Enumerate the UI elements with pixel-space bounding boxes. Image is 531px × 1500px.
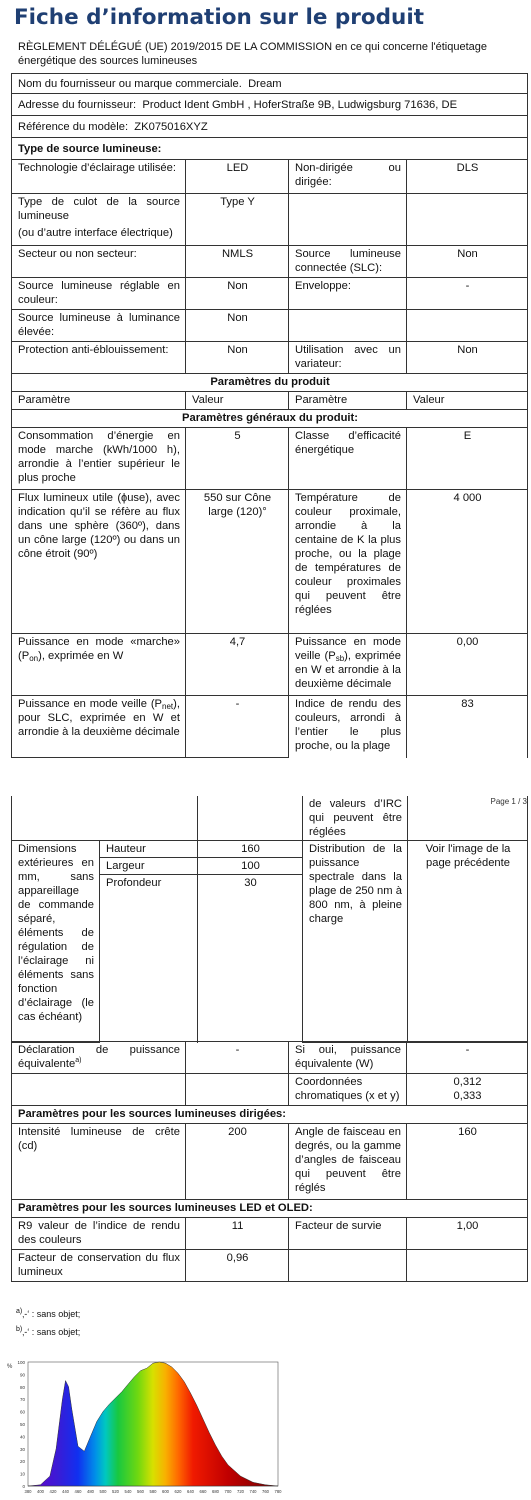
supplier-address-value: Product Ident GmbH , HoferStraße 9B, Ludwigsburg 71636, DE (142, 99, 458, 111)
colour-tunable-value: Non (186, 278, 289, 310)
y-axis-label: % (7, 1364, 13, 1370)
cap-type-label: Type de culot de la source lumineuse (18, 196, 180, 222)
standby-power-value: 0,00 (407, 634, 528, 696)
source-type-row (12, 310, 528, 342)
x-tick-label: 680 (212, 1489, 219, 1494)
x-tick-label: 480 (87, 1489, 94, 1494)
empty-cell (408, 796, 528, 841)
supplier-name-row (12, 74, 528, 94)
col-param-header: Paramètre (289, 392, 407, 410)
x-tick-label: 780 (274, 1489, 282, 1494)
x-tick-label: 380 (24, 1489, 32, 1494)
source-type-row (12, 194, 528, 246)
envelope-value: - (407, 278, 528, 310)
general-params-heading: Paramètres généraux du produit: (12, 410, 528, 428)
x-tick-label: 560 (137, 1489, 144, 1494)
survival-factor-value: 1,00 (407, 1218, 528, 1250)
y-axis-ticks (17, 1360, 25, 1489)
chromaticity-label: Coordonnées chromatiques (x et y) (289, 1074, 407, 1106)
empty-cell (198, 796, 303, 841)
source-type-row (12, 278, 528, 310)
spectral-distribution-value: Voir l'image de la page précédente (408, 841, 528, 1043)
continued-row (12, 796, 528, 841)
spectral-power-chart (6, 1360, 282, 1496)
model-reference-label: Référence du modèle: (18, 121, 129, 133)
product-info-table-page2-lower (11, 1041, 528, 1282)
mains-label: Secteur ou non secteur: (12, 246, 186, 278)
equivalent-watts-label: Si oui, puissance équivalente (W) (289, 1042, 407, 1074)
depth-value: 30 (198, 875, 303, 1043)
height-value: 160 (198, 841, 303, 858)
x-tick-label: 740 (249, 1489, 257, 1494)
empty-cell (407, 194, 528, 246)
spectral-distribution-label: Distribution de la puissance spectrale dans la plage de 250 nm à 800 nm, à pleine charge (303, 841, 408, 1043)
y-tick-label: 70 (19, 1397, 25, 1403)
energy-class-value: E (407, 428, 528, 490)
chromaticity-y: 0,333 (453, 1090, 482, 1102)
param-row (12, 490, 528, 634)
luminous-flux-label: Flux lumineux utile (ɸuse), avec indication qu’il se réfère au flux dans une sphère (360º), dans un cône large (120º) ou dans un cône étroit (90º) (12, 490, 186, 634)
high-luminance-value: Non (186, 310, 289, 342)
peak-intensity-value: 200 (186, 1124, 289, 1200)
networked-standby-value: - (186, 696, 289, 758)
equivalent-power-value: - (186, 1042, 289, 1074)
cap-type-value: Type Y (186, 194, 289, 246)
chromaticity-row (12, 1074, 528, 1106)
param-row (12, 428, 528, 490)
dimensions-height-row (12, 841, 528, 858)
col-value-header: Valeur (186, 392, 289, 410)
depth-label: Profondeur (100, 875, 198, 1043)
equivalent-power-label: Déclaration de puissance équivalente$^{a)}$ (12, 1042, 186, 1074)
x-tick-label: 460 (74, 1489, 82, 1494)
x-tick-label: 700 (224, 1489, 232, 1494)
connected-source-value: Non (407, 246, 528, 278)
colour-temperature-label: Température de couleur proximale, arrondie à la centaine de K la plus proche, ou la plage de températures de couleur proximales qui peuvent être réglées (289, 490, 407, 634)
product-params-heading: Paramètres du produit (12, 374, 528, 392)
colour-tunable-label: Source lumineuse réglable en couleur: (12, 278, 186, 310)
column-header-row (12, 392, 528, 410)
y-tick-label: 50 (19, 1422, 25, 1427)
on-mode-power-value: 4,7 (186, 634, 289, 696)
cap-type-cell (12, 194, 186, 246)
x-tick-label: 720 (237, 1489, 244, 1494)
regulation-intro: RÈGLEMENT DÉLÉGUÉ (UE) 2019/2015 DE LA COMMISSION en ce qui concerne l'étiquetage énergétique des sources lumineuses (18, 41, 487, 67)
y-tick-label: 20 (19, 1459, 25, 1465)
footnote-a: $^{a)}$‚-‘ : sans objet; (16, 1308, 81, 1319)
lighting-technology-value: LED (186, 160, 289, 194)
survival-factor-label: Facteur de survie (289, 1218, 407, 1250)
empty-cell (12, 1074, 186, 1106)
x-tick-label: 580 (149, 1489, 157, 1494)
flux-maintenance-value: 0,96 (186, 1250, 289, 1282)
product-info-table-page2 (11, 796, 528, 1043)
empty-cell (289, 194, 407, 246)
equivalent-power-row (12, 1042, 528, 1074)
x-tick-label: 520 (112, 1489, 119, 1494)
equivalent-watts-value: - (407, 1042, 528, 1074)
led-row (12, 1218, 528, 1250)
y-tick-label: 40 (19, 1434, 25, 1440)
chromaticity-x: 0,312 (453, 1076, 482, 1088)
empty-cell (12, 796, 198, 841)
energy-consumption-value: 5 (186, 428, 289, 490)
beam-angle-label: Angle de faisceau en degrés, ou la gamme d’angles de faisceau qui peuvent être réglés (289, 1124, 407, 1200)
colour-rendering-label-continued: de valeurs d’IRC qui peuvent être réglées (303, 796, 408, 841)
colour-temperature-value: 4 000 (407, 490, 528, 634)
led-oled-heading: Paramètres pour les sources lumineuses LED et OLED: (12, 1200, 528, 1218)
anti-glare-label: Protection anti-éblouissement: (12, 342, 186, 374)
networked-standby-label: Puissance en mode veille $(P_{net})$, pour SLC, exprimée en W et arrondie à la deuxième décimale (12, 696, 186, 758)
supplier-name-value: Dream (248, 78, 282, 90)
supplier-name-label: Nom du fournisseur ou marque commerciale. (18, 78, 242, 90)
supplier-address-row (12, 94, 528, 116)
r9-value: 11 (186, 1218, 289, 1250)
page-number: Page 1 / 3 (490, 797, 527, 806)
energy-class-label: Classe d’efficacité énergétique (289, 428, 407, 490)
model-reference-row (12, 116, 528, 138)
led-row (12, 1250, 528, 1282)
directional-value: DLS (407, 160, 528, 194)
width-value: 100 (198, 858, 303, 875)
mains-value: NMLS (186, 246, 289, 278)
dimmer-label: Utilisation avec un variateur: (289, 342, 407, 374)
chromaticity-value (407, 1074, 528, 1106)
footnote-b: $^{b)}$‚-‘ : sans objet; (16, 1326, 81, 1337)
x-axis-ticks (25, 1489, 283, 1494)
model-reference-value: ZK075016XYZ (134, 121, 208, 133)
param-row (12, 696, 528, 758)
y-tick-label: 90 (19, 1372, 25, 1378)
x-tick-label: 640 (187, 1489, 194, 1494)
beam-angle-value: 160 (407, 1124, 528, 1200)
anti-glare-value: Non (186, 342, 289, 374)
dimensions-label: Dimensions extérieures en mm, sans appareillage de commande séparé, éléments de régulation de l’éclairage ni éléments sans fonction d’éclairage (le cas échéant) (12, 841, 100, 1043)
height-label: Hauteur (100, 841, 198, 858)
x-tick-label: 620 (174, 1489, 182, 1494)
colour-rendering-value: 83 (407, 696, 528, 758)
y-tick-label: 0 (22, 1484, 25, 1489)
connected-source-label: Source lumineuse connectée (SLC): (289, 246, 407, 278)
x-tick-label: 540 (124, 1489, 132, 1494)
supplier-address-label: Adresse du fournisseur: (18, 99, 137, 111)
y-tick-label: 100 (17, 1360, 25, 1365)
directional-label: Non-dirigée ou dirigée: (289, 160, 407, 194)
col-param-header: Paramètre (12, 392, 186, 410)
empty-cell (289, 310, 407, 342)
colour-rendering-label: Indice de rendu des couleurs, arrondi à l’entier le plus proche, ou la plage (289, 696, 407, 758)
dimmer-value: Non (407, 342, 528, 374)
lighting-technology-label: Technologie d’éclairage utilisée: (12, 160, 186, 194)
x-tick-label: 500 (99, 1489, 107, 1494)
source-type-heading: Type de source lumineuse: (12, 138, 528, 160)
source-type-row (12, 342, 528, 374)
param-row (12, 634, 528, 696)
standby-power-label: Puissance en mode veille $(P_{sb})$, exprimée en W et arrondie à la deuxième décimale (289, 634, 407, 696)
product-info-table-page1 (11, 73, 528, 758)
empty-cell (407, 1250, 528, 1282)
cap-type-label-note: (ou d’autre interface électrique) (18, 227, 173, 239)
x-tick-label: 600 (162, 1489, 169, 1494)
source-type-row (12, 246, 528, 278)
directed-sources-heading: Paramètres pour les sources lumineuses dirigées: (12, 1106, 528, 1124)
x-tick-label: 440 (62, 1489, 69, 1494)
empty-cell (289, 1250, 407, 1282)
source-type-row (12, 160, 528, 194)
y-tick-label: 80 (19, 1384, 25, 1390)
energy-consumption-label: Consommation d’énergie en mode marche (kWh/1000 h), arrondie à l’entier supérieur le plus proche (12, 428, 186, 490)
col-value-header: Valeur (407, 392, 528, 410)
empty-cell (407, 310, 528, 342)
page-title: Fiche d’information sur le produit (14, 5, 424, 30)
width-label: Largeur (100, 858, 198, 875)
flux-maintenance-label: Facteur de conservation du flux lumineux (12, 1250, 186, 1282)
r9-label: R9 valeur de l’indice de rendu des couleurs (12, 1218, 186, 1250)
luminous-flux-value: 550 sur Cône large (120)° (186, 490, 289, 634)
on-mode-power-label: Puissance en mode «marche» $(P_{on})$, exprimée en W (12, 634, 186, 696)
y-tick-label: 10 (19, 1471, 25, 1477)
x-tick-label: 420 (49, 1489, 57, 1494)
x-tick-label: 660 (199, 1489, 207, 1494)
empty-cell (186, 1074, 289, 1106)
y-tick-label: 30 (19, 1446, 25, 1452)
x-tick-label: 400 (37, 1489, 44, 1494)
envelope-label: Enveloppe: (289, 278, 407, 310)
x-tick-label: 760 (262, 1489, 269, 1494)
peak-intensity-label: Intensité lumineuse de crête (cd) (12, 1124, 186, 1200)
high-luminance-label: Source lumineuse à luminance élevée: (12, 310, 186, 342)
y-tick-label: 60 (19, 1409, 25, 1415)
directed-row (12, 1124, 528, 1200)
